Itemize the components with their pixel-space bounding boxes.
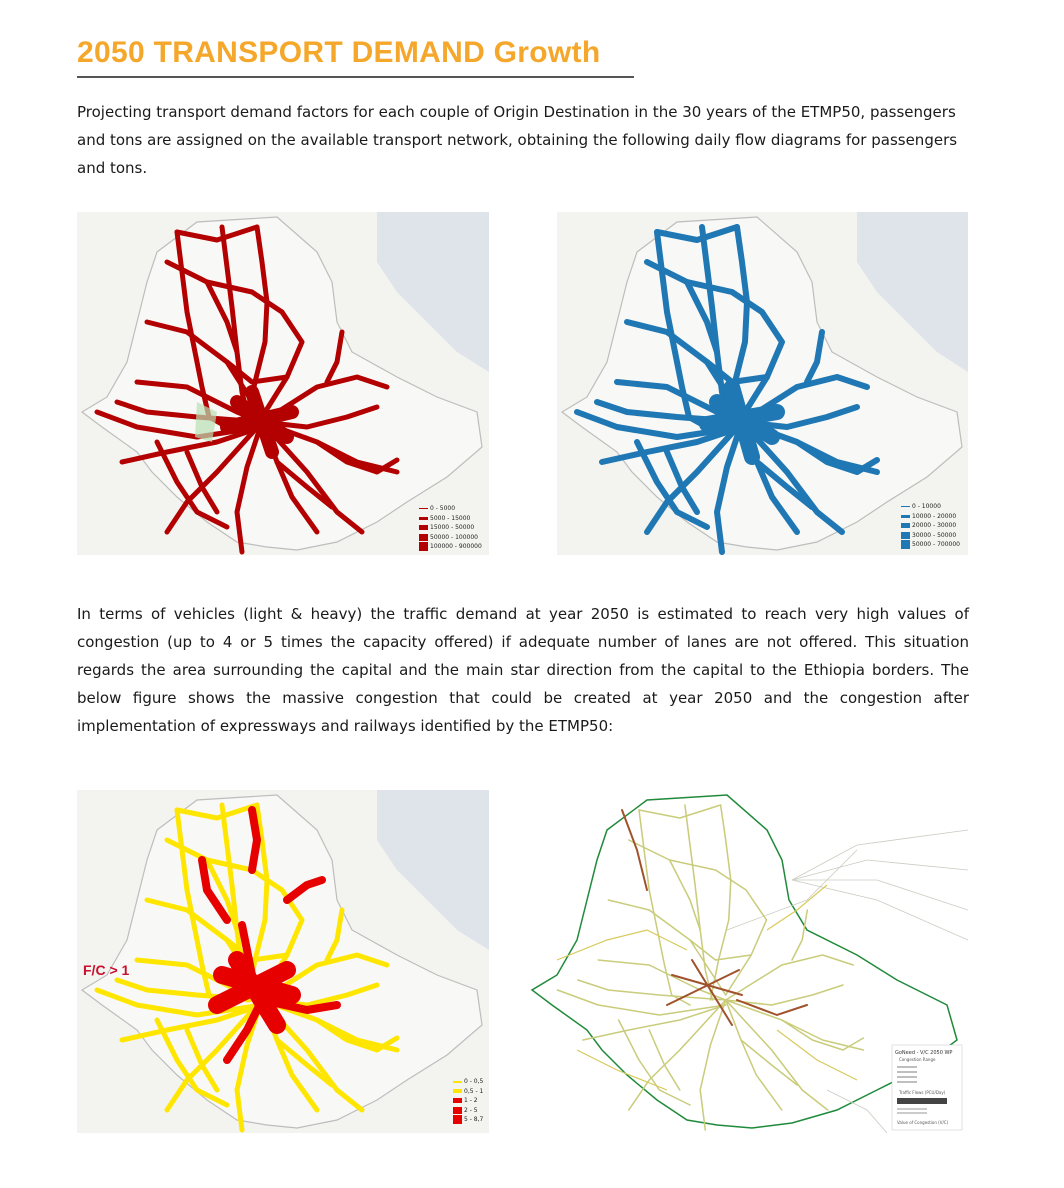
congestion-map-graphic [77,790,489,1133]
legend-swatch [901,506,910,507]
legend-swatch [453,1089,462,1093]
legend-label: 15000 - 50000 [430,524,475,531]
title-underline [77,76,634,78]
legend-swatch [901,532,910,539]
legend-title: GoNeed - V/C 2050 WP [895,1050,953,1056]
legend-swatch [901,540,910,549]
legend-label: 50000 - 700000 [912,541,960,548]
congestion-map-legend [453,1077,483,1125]
legend-label: 20000 - 30000 [912,522,957,529]
legend-value-label: Value of Congestion (V/C) [897,1120,949,1125]
legend-label: 2 - 5 [464,1106,478,1114]
legend-label: 30000 - 50000 [912,531,957,539]
legend-label: 0 - 10000 [912,503,941,510]
legend-label: 5000 - 15000 [430,514,471,522]
congestion-paragraph: In terms of vehicles (light & heavy) the traffic demand at year 2050 is estimated to reach very high values of congestion (up to 4 or 5 times the capacity offered) if adequate number of lanes are not offered. This situation regards the area surrounding the capital and the main star direction from the capital to the Ethiopia borders. The below figure shows the massive congestion that could be created at year 2050 and the congestion after implementation of expressways and railways identified by the ETMP50: [77,605,969,735]
legend-swatch [419,525,428,530]
legend-swatch [453,1115,462,1124]
legend-swatch [419,542,428,551]
legend-label: 0 - 0,5 [464,1078,484,1085]
legend-label: 10000 - 20000 [912,512,957,520]
legend-label: 50000 - 100000 [430,533,478,541]
congestion-map [77,790,489,1133]
legend-label: 5 - 8,7 [464,1116,484,1123]
page-title: 2050 TRANSPORT DEMAND Growth [77,36,601,69]
passenger-map-legend [419,504,482,552]
legend-swatch [453,1081,462,1083]
legend-swatch [901,523,910,528]
legend-subtitle: Congestion Range [899,1057,936,1062]
legend-label: 1 - 2 [464,1097,478,1104]
passenger-flow-map [77,212,489,555]
tons-map-legend [901,502,960,550]
legend-swatch [453,1107,462,1114]
legend-flows-label: Traffic Flows (PCU/Day) [899,1090,946,1095]
after-implementation-legend [892,1045,962,1130]
fc-ratio-label: F/C > 1 [83,962,130,978]
legend-label: 100000 - 900000 [430,543,482,550]
legend-label: 0 - 5000 [430,505,456,512]
post-implementation-congestion-map [527,790,968,1133]
tons-flow-map [557,212,968,555]
intro-paragraph: Projecting transport demand factors for each couple of Origin Destination in the 30 years of the ETMP50, passengers and tons are assigned on the available transport network, obtaining the following daily flow diagrams for passengers and tons. [77,103,958,177]
legend-swatch [419,508,428,509]
legend-swatch [453,1098,462,1103]
legend-swatch [419,517,428,520]
legend-swatch [901,515,910,518]
legend-swatch [419,534,428,541]
legend-label: 0,5 - 1 [464,1087,484,1095]
post-implementation-map-graphic [527,790,968,1133]
